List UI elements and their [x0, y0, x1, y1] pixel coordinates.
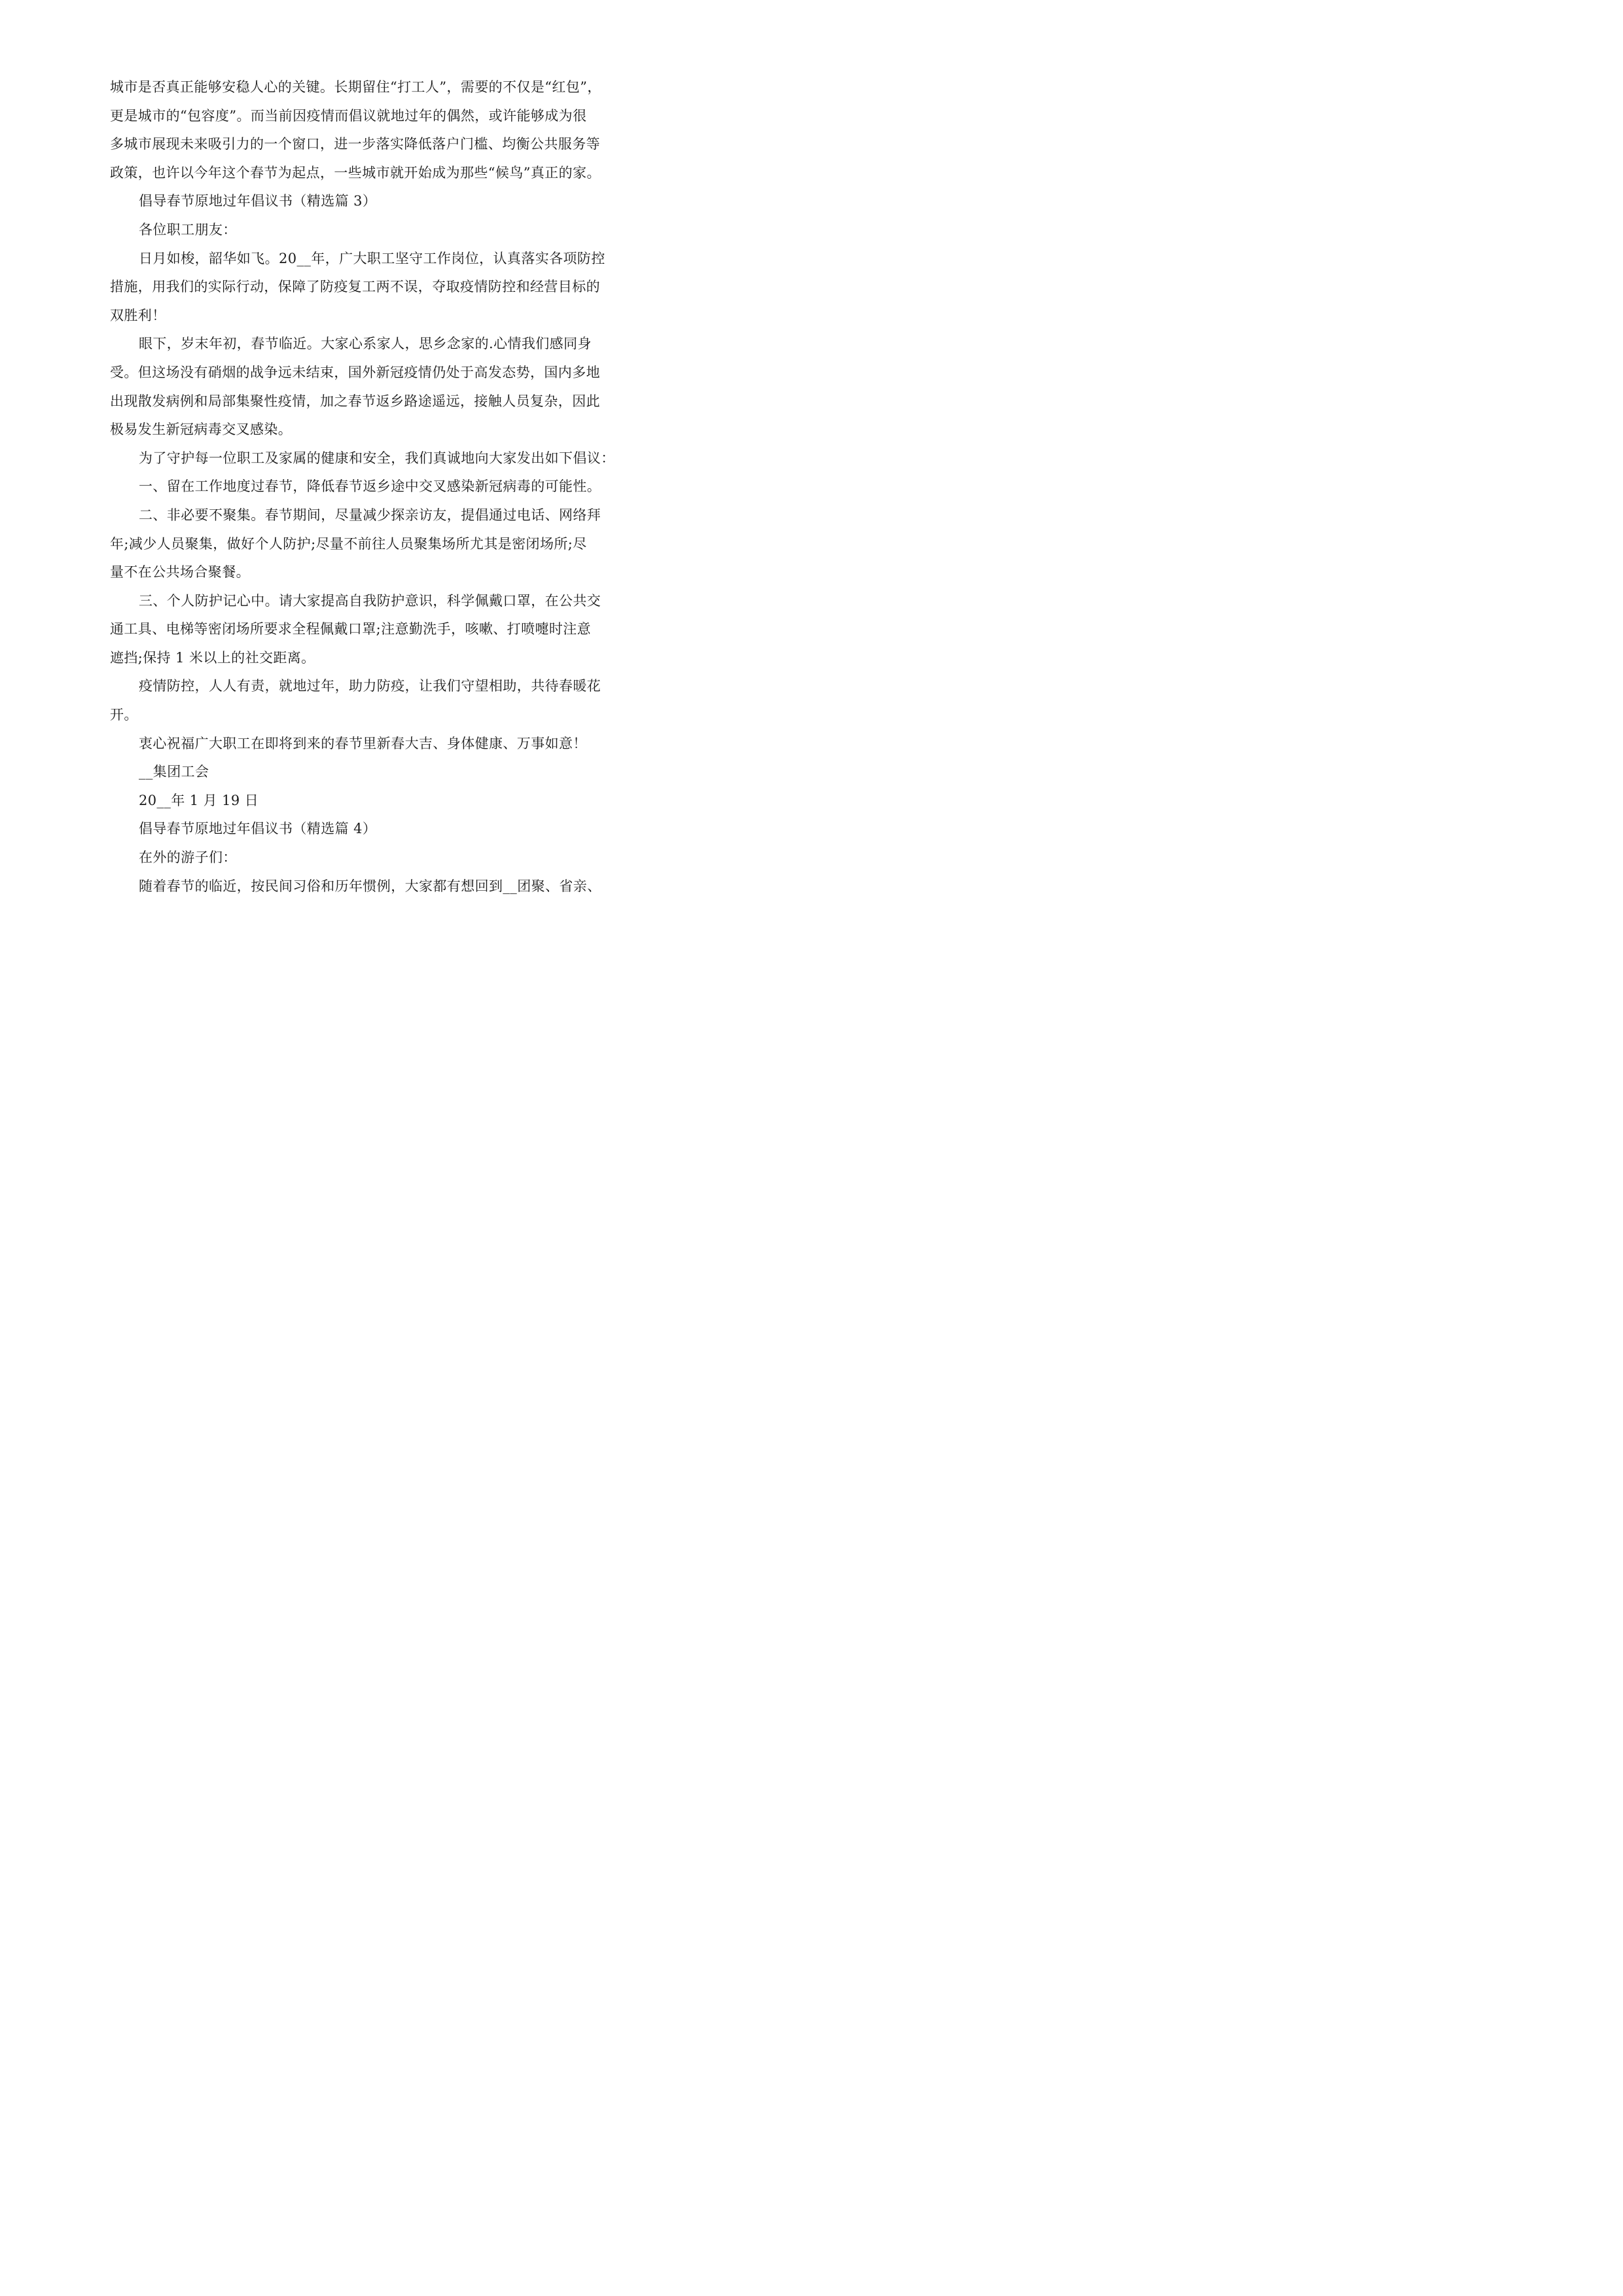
text-line: 衷心祝福广大职工在即将到来的春节里新春大吉、身体健康、万事如意！	[139, 735, 587, 751]
document-body	[110, 73, 627, 901]
text-line: 更是城市的“包容度”。而当前因疫情而倡议就地过年的偶然，或许能够成为很	[110, 107, 587, 124]
text-line: 疫情防控，人人有责，就地过年，助力防疫，让我们守望相助，共待春暖花	[139, 678, 601, 694]
text-line: 年;减少人员聚集，做好个人防护;尽量不前往人员聚集场所尤其是密闭场所;尽	[110, 535, 587, 552]
signature-org: __集团工会	[139, 764, 209, 780]
text-line: 极易发生新冠病毒交叉感染。	[110, 422, 293, 438]
text-line: 政策，也许以今年这个春节为起点，一些城市就开始成为那些“候鸟”真正的家。	[110, 164, 601, 181]
text-line: 措施，用我们的实际行动，保障了防疫复工两不误，夺取疫情防控和经营目标的	[110, 279, 600, 295]
proposal-item: 一、留在工作地度过春节，降低春节返乡途中交叉感染新冠病毒的可能性。	[139, 478, 601, 495]
text-line: 受。但这场没有硝烟的战争远未结束，国外新冠疫情仍处于高发态势，国内多地	[110, 364, 600, 380]
salutation: 在外的游子们：	[139, 850, 237, 866]
text-line: 多城市展现未来吸引力的一个窗口，进一步落实降低落户门槛、均衡公共服务等	[110, 136, 600, 152]
salutation: 各位职工朋友：	[139, 221, 237, 238]
proposal-item: 三、个人防护记心中。请大家提高自我防护意识，科学佩戴口罩，在公共交	[139, 592, 601, 609]
signature-date: 20__年 1 月 19 日	[139, 792, 259, 808]
text-line: 通工具、电梯等密闭场所要求全程佩戴口罩;注意勤洗手，咳嗽、打喷嚏时注意	[110, 621, 592, 637]
proposal-item: 二、非必要不聚集。春节期间，尽量减少探亲访友，提倡通过电话、网络拜	[139, 507, 601, 523]
text-line: 量不在公共场合聚餐。	[110, 564, 250, 581]
text-line: 为了守护每一位职工及家属的健康和安全，我们真诚地向大家发出如下倡议：	[139, 450, 615, 466]
text-line: 眼下，岁末年初，春节临近。大家心系家人，思乡念家的.心情我们感同身	[139, 336, 592, 352]
text-line: 城市是否真正能够安稳人心的关键。长期留住“打工人”，需要的不仅是“红包”，	[110, 79, 601, 95]
text-line: 开。	[110, 707, 138, 723]
text-line: 出现散发病例和局部集聚性疫情，加之春节返乡路途遥远，接触人员复杂，因此	[110, 393, 600, 409]
section-heading: 倡导春节原地过年倡议书（精选篇 3）	[139, 193, 377, 209]
text-line: 日月如梭，韶华如飞。20__年，广大职工坚守工作岗位，认真落实各项防控	[139, 250, 605, 266]
text-line: 遮挡;保持 1 米以上的社交距离。	[110, 649, 315, 666]
document-page	[0, 0, 726, 1026]
text-line: 双胜利！	[110, 307, 166, 323]
text-line: 随着春节的临近，按民间习俗和历年惯例，大家都有想回到__团聚、省亲、	[139, 878, 601, 894]
section-heading: 倡导春节原地过年倡议书（精选篇 4）	[139, 821, 377, 837]
